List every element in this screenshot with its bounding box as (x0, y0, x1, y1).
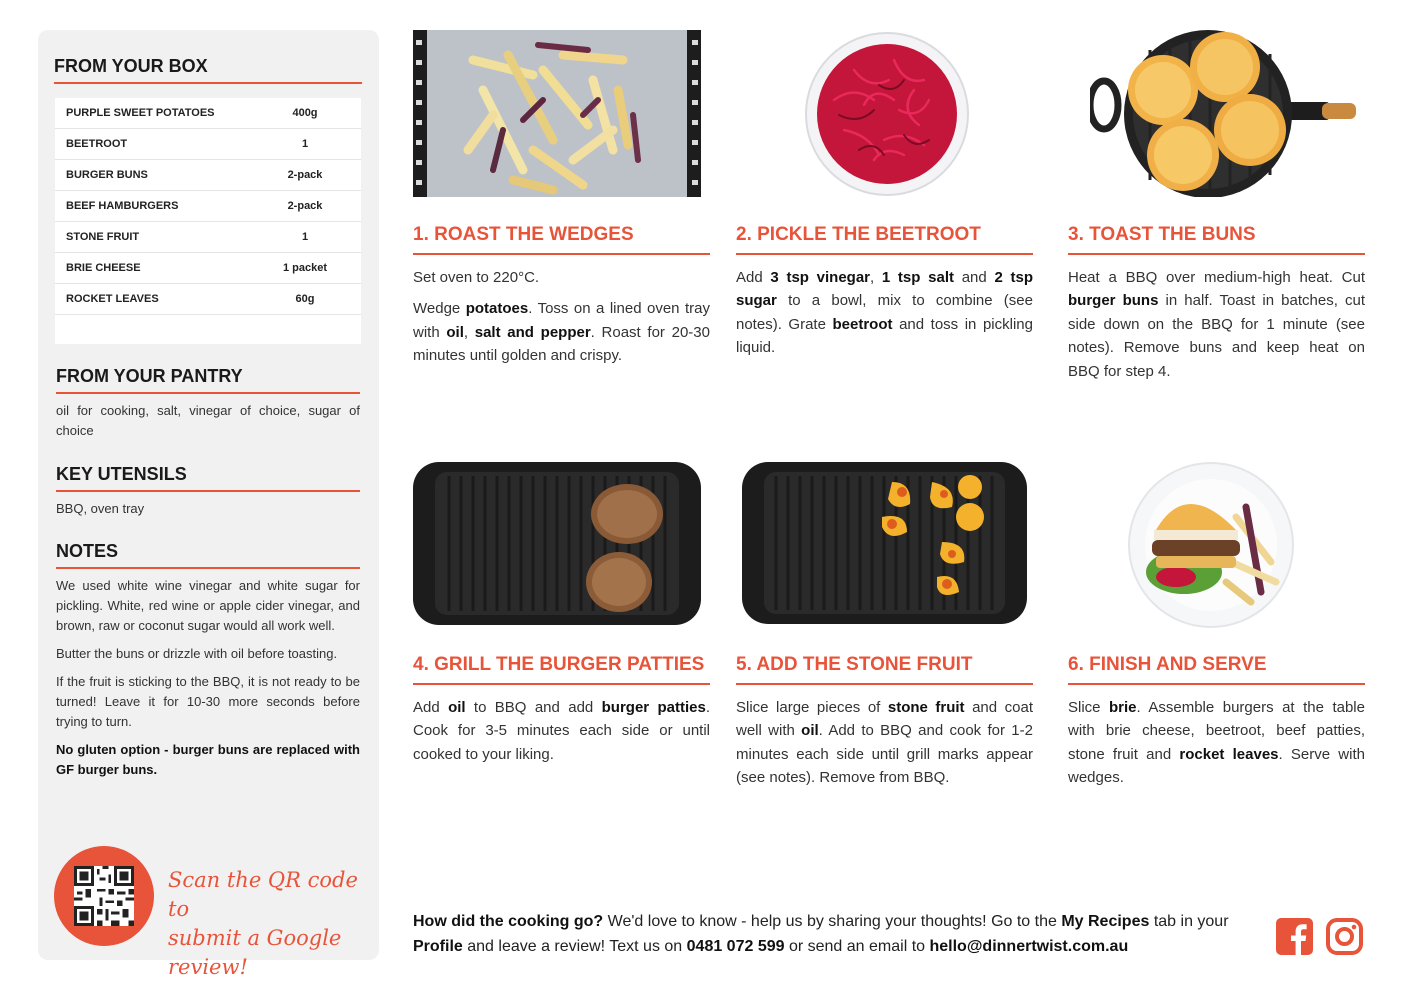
step-text-bold: burger buns (1068, 292, 1159, 310)
ingredient-qty: 1 packet (282, 262, 328, 274)
step-text-bold: 2 tsp sugar (736, 269, 1033, 310)
review-question: How did the cooking go? (413, 913, 604, 930)
step-text: Slice large pieces of (736, 699, 888, 716)
step-text: to a bowl, mix to combine (see notes). Grate (736, 292, 1033, 333)
step-6-body (1068, 696, 1365, 798)
step-2-body (736, 266, 1033, 368)
gluten-note (56, 740, 360, 780)
table-row (55, 253, 361, 284)
step-paragraph: Set oven to 220°C. (413, 269, 540, 286)
step-5-title: 5. ADD THE STONE FRUIT (736, 654, 973, 675)
pantry-heading: FROM YOUR PANTRY (56, 366, 243, 386)
step-2-title: 2. PICKLE THE BEETROOT (736, 224, 981, 245)
step-text-bold: salt and pepper (474, 323, 591, 341)
step-text: . Add to BBQ and cook for 1-2 minutes each side until grill marks appear (see notes). Remove from BBQ. (736, 722, 1033, 787)
step-text-bold: beetroot (832, 315, 893, 333)
table-row (55, 284, 361, 315)
step-4-title: 4. GRILL THE BURGER PATTIES (413, 654, 705, 675)
utensils-text: BBQ, oven tray (56, 501, 145, 516)
sidebar-panel (38, 30, 379, 979)
ingredient-name: BURGER BUNS (66, 169, 148, 181)
step-paragraph (1068, 696, 1365, 790)
step-text-bold: oil (448, 699, 466, 716)
heading-rule (54, 82, 362, 84)
table-row (55, 129, 361, 160)
gluten-note-text: No gluten option - burger buns are replaced with GF burger buns. (56, 742, 360, 777)
qr-prompt-line: Scan the QR code to (168, 868, 358, 921)
table-row (55, 191, 361, 222)
qr-prompt (168, 866, 368, 982)
patties-griddle-image (413, 460, 701, 627)
ingredient-name: BRIE CHEESE (66, 262, 141, 274)
footer-text: or send an email to (784, 938, 930, 955)
step-text: and coat well with (736, 699, 1033, 740)
table-row (55, 222, 361, 253)
step-text: to BBQ and add (465, 699, 602, 716)
step-text-bold: stone fruit (887, 699, 965, 716)
step-text-bold: burger patties (601, 699, 706, 716)
ingredient-qty: 1 (301, 231, 309, 243)
burger-plate-image (1126, 462, 1296, 628)
step-text: Slice (1068, 699, 1110, 716)
step-text: Add (736, 269, 771, 286)
step-1-body (413, 266, 710, 376)
ingredient-qty: 1 (301, 138, 309, 150)
step-text: . Toss on a lined oven tray with (413, 300, 710, 341)
step-paragraph (736, 266, 1033, 360)
ingredients-table (55, 98, 361, 344)
qr-code-icon[interactable] (74, 866, 134, 926)
step-rule (1068, 253, 1365, 255)
utensils-heading: KEY UTENSILS (56, 464, 187, 484)
step-text: , (463, 323, 475, 341)
step-text-bold: 1 tsp salt (881, 269, 954, 286)
ingredient-name: PURPLE SWEET POTATOES (66, 107, 215, 119)
note-paragraph: Butter the buns or drizzle with oil before toasting. (56, 646, 338, 661)
footer-text: and leave a review! Text us on (462, 938, 687, 955)
email-link[interactable]: hello@dinnertwist.com.au (929, 938, 1129, 955)
step-paragraph (736, 696, 1033, 790)
step-text-bold: 3 tsp vinegar (770, 269, 871, 286)
notes-heading: NOTES (56, 541, 119, 561)
phone-link[interactable]: 0481 072 599 (686, 938, 785, 955)
profile-label: Profile (413, 938, 463, 955)
table-row (55, 160, 361, 191)
step-text: Heat a BBQ over medium-high heat. Cut (1068, 269, 1365, 286)
ingredient-name: STONE FRUIT (66, 231, 140, 243)
step-text-bold: oil (801, 722, 819, 740)
beetroot-bowl-image (804, 30, 970, 197)
step-5-body (736, 696, 1033, 798)
review-prompt (413, 909, 1263, 959)
step-text-bold: rocket leaves (1179, 745, 1279, 763)
wedges-tray-image (413, 30, 701, 197)
step-1-title: 1. ROAST THE WEDGES (413, 224, 634, 245)
ingredient-qty: 2-pack (287, 200, 323, 212)
step-rule (736, 683, 1033, 685)
table-row (55, 98, 361, 129)
qr-prompt-line: submit a Google review! (168, 926, 342, 979)
qr-badge[interactable] (54, 846, 154, 946)
step-paragraph (413, 696, 710, 766)
step-3-body (1068, 266, 1365, 391)
step-3-title: 3. TOAST THE BUNS (1068, 224, 1256, 245)
step-rule (1068, 683, 1365, 685)
note-paragraph: We used white wine vinegar and white sugar for pickling. White, red wine or apple cider vinegar, and brown, raw or coconut sugar would all work well. (56, 578, 360, 633)
step-6-title: 6. FINISH AND SERVE (1068, 654, 1267, 675)
step-rule (413, 253, 710, 255)
heading-rule (56, 490, 360, 492)
step-paragraph (413, 297, 710, 367)
ingredient-name: ROCKET LEAVES (66, 293, 159, 305)
instagram-icon[interactable] (1326, 918, 1363, 955)
note-paragraph: If the fruit is sticking to the BBQ, it is not ready to be turned! Leave it for 10-30 more seconds before trying to turn. (56, 674, 360, 729)
from-your-box-heading: FROM YOUR BOX (54, 56, 208, 76)
step-text: . Cook for 3-5 minutes each side or until cooked to your liking. (413, 699, 711, 763)
ingredient-name: BEETROOT (66, 138, 128, 150)
step-text-bold: potatoes (465, 300, 529, 318)
buns-skillet-image (1090, 30, 1356, 197)
step-rule (736, 253, 1033, 255)
footer-text: We'd love to know - help us by sharing your thoughts! Go to the (603, 913, 1062, 930)
facebook-icon[interactable] (1276, 918, 1313, 955)
ingredient-name: BEEF HAMBURGERS (66, 200, 179, 212)
heading-rule (56, 392, 360, 394)
stone-fruit-griddle-image (742, 462, 1027, 624)
step-text: . Serve with wedges. (1068, 745, 1365, 787)
heading-rule (56, 567, 360, 569)
step-text: , (870, 269, 882, 286)
step-text-bold: oil (446, 323, 464, 341)
step-text-bold: brie (1109, 699, 1137, 716)
step-paragraph (1068, 266, 1365, 383)
ingredient-qty: 2-pack (287, 169, 323, 181)
step-text: . Roast for 20-30 minutes until golden and crispy. (413, 323, 710, 365)
step-rule (413, 683, 710, 685)
ingredient-qty: 400g (292, 107, 318, 119)
step-text: and toss in pickling liquid. (736, 315, 1033, 357)
step-text: . Assemble burgers at the table with brie cheese, beetroot, beef patties, stone fruit and (1068, 699, 1365, 763)
pantry-text: oil for cooking, salt, vinegar of choice, sugar of choice (56, 403, 360, 438)
ingredient-qty: 60g (295, 293, 315, 305)
step-text: Add (413, 699, 449, 716)
footer-text: tab in your (1149, 913, 1229, 930)
step-4-body (413, 696, 710, 774)
step-text: in half. Toast in batches, cut side down on the BBQ for 1 minute (see notes). Remove buns and keep heat on BBQ for step 4. (1068, 292, 1365, 380)
step-text: and (954, 269, 995, 286)
notes-text (56, 576, 360, 788)
step-text: Wedge (413, 300, 466, 318)
my-recipes-label: My Recipes (1061, 913, 1150, 930)
